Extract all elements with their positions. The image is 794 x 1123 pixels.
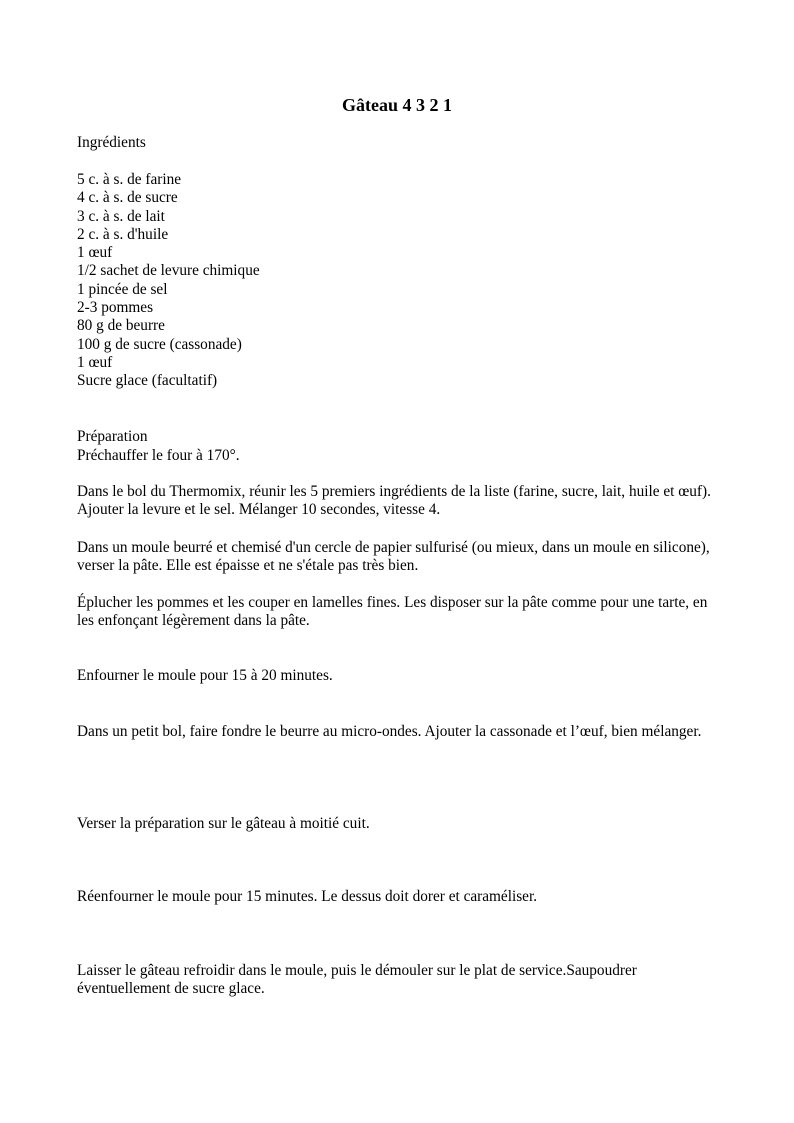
list-item: 1 pincée de sel	[77, 280, 168, 298]
list-item: Sucre glace (facultatif)	[77, 372, 218, 390]
list-item: 1 œuf	[77, 244, 113, 262]
ingredients-list	[77, 171, 260, 391]
list-item: 3 c. à s. de lait	[77, 207, 165, 225]
step-preheat: Préchauffer le four à 170°.	[77, 447, 240, 464]
step-pour-topping: Verser la préparation sur le gâteau à moitié cuit.	[77, 815, 370, 832]
list-item: 2-3 pommes	[77, 299, 154, 317]
step-mix: Dans le bol du Thermomix, réunir les 5 premiers ingrédients de la liste (farine, sucre, lait, huile et œuf). Ajouter la levure et le sel. Mélanger 10 secondes, vitesse 4.	[77, 483, 711, 519]
document-title: Gâteau 4 3 2 1	[342, 95, 452, 115]
list-item: 80 g de beurre	[77, 317, 165, 335]
step-rebake: Réenfourner le moule pour 15 minutes. Le dessus doit dorer et caraméliser.	[77, 888, 538, 905]
list-item: 2 c. à s. d'huile	[77, 225, 169, 243]
step-pour-batter: Dans un moule beurré et chemisé d'un cercle de papier sulfurisé (ou mieux, dans un moule en silicone), verser la pâte. Elle est épaisse et ne s'étale pas très bien.	[77, 539, 710, 575]
list-item: 1/2 sachet de levure chimique	[77, 262, 260, 280]
step-bake: Enfourner le moule pour 15 à 20 minutes.	[77, 667, 333, 684]
step-apples: Éplucher les pommes et les couper en lamelles fines. Les disposer sur la pâte comme pour une tarte, en les enfonçant légèrement dans la pâte.	[77, 594, 708, 630]
list-item: 100 g de sucre (cassonade)	[77, 335, 242, 353]
step-cool: Laisser le gâteau refroidir dans le moule, puis le démouler sur le plat de service.Saupoudrer éventuellement de sucre glace.	[77, 962, 637, 998]
list-item: 5 c. à s. de farine	[77, 171, 182, 188]
ingredients-heading: Ingrédients	[77, 134, 146, 151]
list-item: 4 c. à s. de sucre	[77, 189, 178, 207]
step-topping: Dans un petit bol, faire fondre le beurre au micro-ondes. Ajouter la cassonade et l’œuf, bien mélanger.	[77, 723, 702, 740]
preparation-heading: Préparation	[77, 428, 148, 445]
list-item: 1 œuf	[77, 353, 113, 371]
